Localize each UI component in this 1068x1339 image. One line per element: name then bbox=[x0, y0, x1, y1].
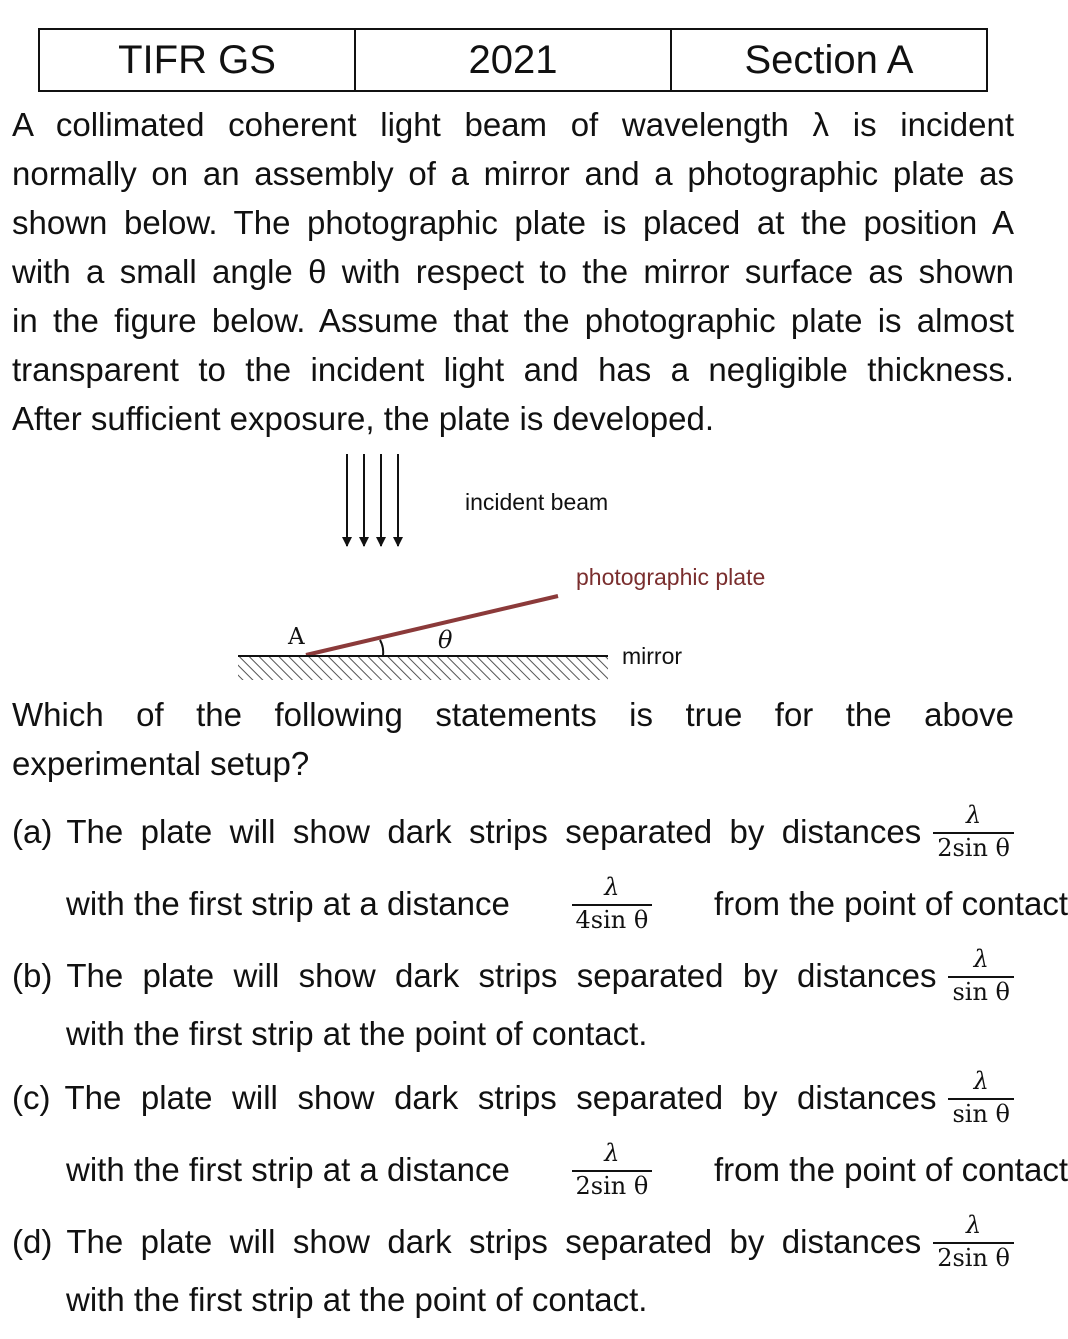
fraction-numerator: λ bbox=[973, 1067, 989, 1096]
separation-fraction bbox=[948, 947, 1014, 1004]
intro-line: A collimated coherent light beam of wavelength λ is incident bbox=[12, 106, 1014, 143]
mirror-hatching bbox=[238, 656, 608, 680]
option-c[interactable] bbox=[12, 1062, 1068, 1206]
option-a[interactable] bbox=[12, 796, 1068, 940]
question-line: Which of the following statements is true for the above bbox=[12, 696, 1014, 733]
intro-line: transparent to the incident light and has a negligible thickness. bbox=[12, 351, 1014, 388]
fraction-denominator: sin θ bbox=[948, 976, 1014, 1005]
option-text: The plate will show dark strips separated by distances bbox=[66, 957, 937, 994]
angle-arc bbox=[380, 640, 383, 655]
option-text: with the first strip at a distance bbox=[66, 885, 510, 922]
header-row bbox=[39, 29, 987, 91]
separation-fraction bbox=[933, 1213, 1014, 1270]
intro-line: After sufficient exposure, the plate is developed. bbox=[12, 400, 714, 437]
separation-fraction bbox=[948, 1069, 1014, 1126]
separation-fraction bbox=[933, 803, 1014, 860]
option-b[interactable] bbox=[12, 940, 1014, 1062]
option-text: The plate will show dark strips separated by distances bbox=[64, 1079, 937, 1116]
fraction-numerator: λ bbox=[965, 801, 982, 830]
option-d[interactable] bbox=[12, 1206, 1014, 1328]
option-text: with the first strip at the point of contact. bbox=[66, 1281, 648, 1318]
option-tag: (d) bbox=[12, 1223, 53, 1260]
header-table bbox=[38, 28, 988, 92]
intro-line: with a small angle θ with respect to the mirror surface as shown bbox=[12, 253, 1014, 290]
exam-section: Section A bbox=[671, 29, 987, 91]
fraction-numerator: λ bbox=[604, 1139, 620, 1168]
angle-theta-label: θ bbox=[438, 626, 453, 654]
setup-figure bbox=[230, 450, 830, 690]
exam-year: 2021 bbox=[355, 29, 671, 91]
fraction-denominator: 2sin θ bbox=[933, 1242, 1014, 1271]
incident-beam-label: incident beam bbox=[465, 489, 609, 515]
fraction-denominator: 2sin θ bbox=[572, 1170, 653, 1199]
intro-line: normally on an assembly of a mirror and a photographic plate as bbox=[12, 155, 1014, 192]
option-text: with the first strip at the point of contact. bbox=[66, 1015, 648, 1052]
first-strip-fraction bbox=[572, 875, 653, 932]
exam-name: TIFR GS bbox=[39, 29, 355, 91]
problem-statement bbox=[12, 100, 1014, 443]
fraction-denominator: 2sin θ bbox=[933, 832, 1014, 861]
question-line: experimental setup? bbox=[12, 745, 310, 782]
fraction-denominator: sin θ bbox=[948, 1098, 1014, 1127]
question-text bbox=[12, 690, 1014, 788]
fraction-denominator: 4sin θ bbox=[572, 904, 653, 933]
fraction-numerator: λ bbox=[965, 1211, 982, 1240]
incident-beam-arrows bbox=[347, 454, 398, 546]
intro-line: shown below. The photographic plate is placed at the position A bbox=[12, 204, 1014, 241]
intro-line: in the figure below. Assume that the photographic plate is almost bbox=[12, 302, 1014, 339]
photographic-plate bbox=[306, 596, 558, 655]
option-tag: (a) bbox=[12, 813, 53, 850]
fraction-numerator: λ bbox=[973, 945, 989, 974]
point-a-label: A bbox=[288, 624, 305, 650]
option-tag: (c) bbox=[12, 1079, 51, 1116]
option-text: from the point of contact bbox=[713, 885, 1068, 922]
option-tag: (b) bbox=[12, 957, 53, 994]
fraction-numerator: λ bbox=[604, 873, 620, 902]
photographic-plate-label: photographic plate bbox=[576, 564, 766, 590]
option-text: with the first strip at a distance bbox=[66, 1151, 510, 1188]
option-text: The plate will show dark strips separated by distances bbox=[66, 1223, 922, 1260]
option-text: The plate will show dark strips separated by distances bbox=[66, 813, 922, 850]
mirror-label: mirror bbox=[622, 643, 683, 669]
first-strip-fraction bbox=[572, 1141, 653, 1198]
option-text: from the point of contact bbox=[713, 1151, 1068, 1188]
mirror bbox=[238, 656, 608, 680]
